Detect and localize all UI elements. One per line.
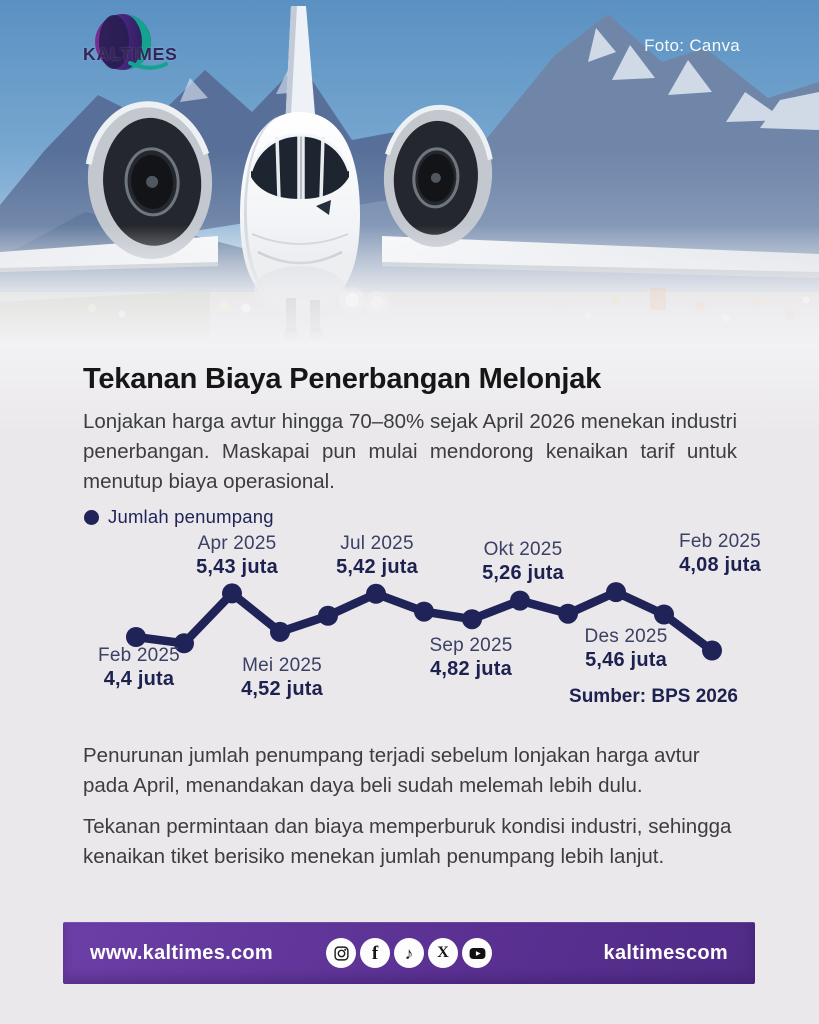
chart-legend — [84, 505, 737, 529]
hero-photo — [0, 0, 819, 345]
website-url: www.kaltimes.com — [90, 941, 274, 964]
chart-point-label-okt2025: Okt 2025 5,26 juta — [482, 539, 564, 585]
page-title: Tekanan Biaya Penerbangan Melonjak — [83, 363, 602, 395]
chart-point-label-feb2025: Feb 2025 4,4 juta — [98, 645, 180, 691]
legend-dot-icon — [84, 510, 99, 525]
chart-point-label-apr2025: Apr 2025 5,43 juta — [196, 533, 278, 579]
social-icons — [326, 938, 492, 968]
article-paragraph-2: Penurunan jumlah penumpang terjadi sebelum lonjakan harga avtur pada April, menandakan daya beli sudah melemah lebih dulu. — [83, 744, 700, 798]
logo-text: KALTIMES — [83, 44, 178, 64]
passenger-line-chart — [83, 529, 761, 711]
chart-point-label-sep2025: Sep 2025 4,82 juta — [429, 635, 513, 681]
social-handle: kaltimescom — [603, 941, 728, 964]
article-paragraph-1: Lonjakan harga avtur hingga 70–80% sejak April 2026 menekan industri penerbangan. Maskapai pun mulai mendorong kenaikan tarif untuk menutup biaya operasional. — [83, 410, 737, 493]
legend-label: Jumlah penumpang — [108, 506, 274, 528]
chart-point-label-jul2025: Jul 2025 5,42 juta — [336, 533, 418, 579]
facebook-icon[interactable]: f — [360, 938, 390, 968]
kaltimes-logo — [58, 8, 188, 92]
footer-bar — [63, 922, 755, 984]
chart-point-label-des2025: Des 2025 5,46 juta — [584, 626, 668, 672]
chart-point-label-feb-end: Feb 2025 4,08 juta — [679, 531, 761, 577]
instagram-icon[interactable] — [326, 938, 356, 968]
youtube-icon[interactable] — [462, 938, 492, 968]
photo-credit: Foto: Canva — [644, 36, 740, 55]
chart-point-label-mei2025: Mei 2025 4,52 juta — [241, 655, 323, 701]
chart-source: Sumber: BPS 2026 — [569, 686, 738, 708]
article-paragraph-3: Tekanan permintaan dan biaya memperburuk kondisi industri, sehingga kenaikan tiket berisiko menekan jumlah penumpang lebih lanjut. — [83, 814, 732, 868]
x-icon[interactable]: X — [428, 938, 458, 968]
tiktok-icon[interactable]: ♪ — [394, 938, 424, 968]
